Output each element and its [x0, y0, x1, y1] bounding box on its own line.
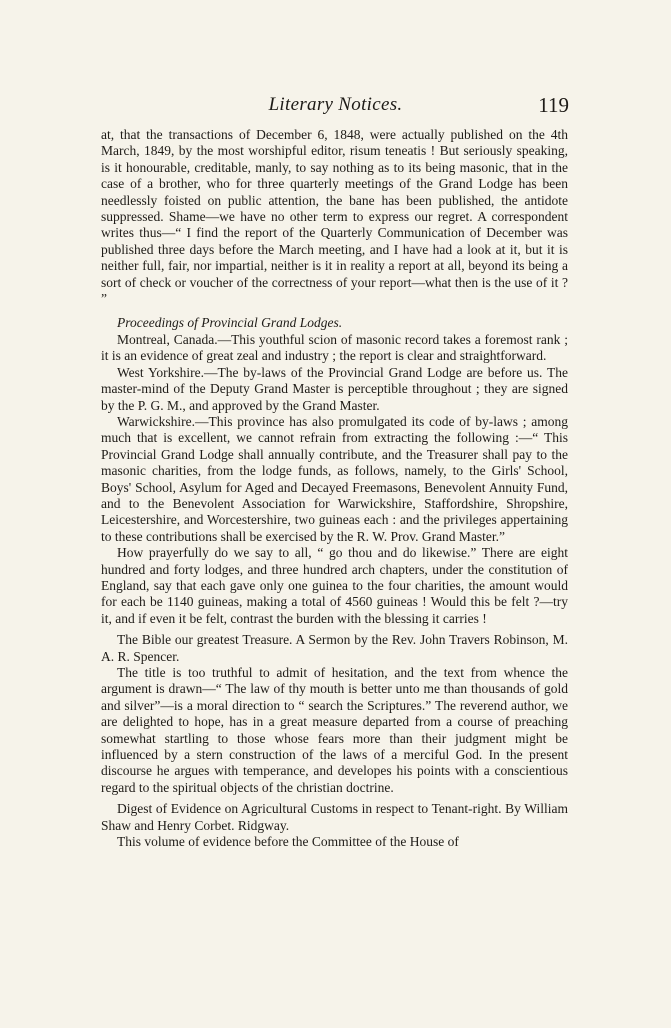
page-number: 119: [538, 93, 569, 117]
running-head: [0, 94, 671, 120]
paragraph-sermon-review: The title is too truthful to admit of hesitation, and the text from whence the argument is drawn—“ The law of thy mouth is better unto me than thousands of gold and silver”—is a moral direction to “ search the Scriptures.” The reverend author, we are delighted to hope, has in a great measure departed from a course of preaching somewhat startling to those whose fears more than their judgment might be influenced by a stern construction of the laws of a merciful God. In the present discourse he argues with temperance, and developes his points with a conscientious regard to the spiritual objects of the christian doctrine.: [101, 665, 568, 795]
running-title: Literary Notices.: [268, 94, 403, 115]
paragraph-charities-appeal: How prayerfully do we say to all, “ go thou and do likewise.” There are eight hundred and forty lodges, and three hundred arch chapters, under the constitution of England, say that each gave only one guinea to the four charities, the amount would for each be 1140 guineas, making a total of 4560 guineas ! Would this be felt ?—try it, and if even it be felt, contrast the burden with the blessing it carries !: [101, 545, 568, 626]
body-text: [101, 127, 568, 850]
review-heading-bible: The Bible our greatest Treasure. A Sermon by the Rev. John Travers Robinson, M. A. R. Spencer.: [101, 632, 568, 664]
paragraph-montreal: Montreal, Canada.—This youthful scion of masonic record takes a foremost rank ; it is an evidence of great zeal and industry ; the report is clear and straightforward.: [101, 331, 568, 364]
section-heading-provincial: Proceedings of Provincial Grand Lodges.: [117, 315, 343, 331]
paragraph-west-yorkshire: West Yorkshire.—The by-laws of the Provincial Grand Lodge are before us. The master-mind of the Deputy Grand Master is perceptible throughout ; they are signed by the P. G. M., and approved by the Grand Master.: [101, 364, 568, 413]
paragraph-warwickshire: Warwickshire.—This province has also promulgated its code of by-laws ; among much that is excellent, we cannot refrain from extracting the following :—“ This Provincial Grand Lodge shall annually contribute, and the Treasurer shall pay to the masonic charities, from the lodge funds, as follows, namely, to the Girls' School, Boys' School, Asylum for Aged and Decayed Freemasons, Benevolent Annuity Fund, and to the Benevolent Association for Warwickshire, Staffordshire, Shropshire, Leicestershire, and Worcestershire, two guineas each : and the privileges appertaining to these contributions shall be exercised by the R. W. Prov. Grand Master.”: [101, 413, 568, 544]
paragraph-digest-review: This volume of evidence before the Committee of the House of: [117, 834, 459, 850]
review-heading-digest: Digest of Evidence on Agricultural Customs in respect to Tenant-right. By William Shaw and Henry Corbet. Ridgway.: [101, 801, 568, 833]
paragraph-grand-lodge-report: at, that the transactions of December 6, 1848, were actually published on the 4th March, 1849, by the most worshipful editor, risum teneatis ! But seriously speaking, is it honourable, creditable, manly, to say nothing as to its being masonic, that in the case of a brother, who for three quarterly meetings of the Grand Lodge has been needlessly foisted on public attention, the bane has been published, the antidote suppressed. Shame—we have no other term to express our regret. A correspondent writes thus—“ I find the report of the Quarterly Communication of December was published three days before the March meeting, and I have had a look at it, but it is neither full, fair, nor impartial, neither is it in reality a report at all, beyond its being a sort of check or voucher of the correctness of your report—what then is the use of it ? ”: [101, 127, 568, 307]
